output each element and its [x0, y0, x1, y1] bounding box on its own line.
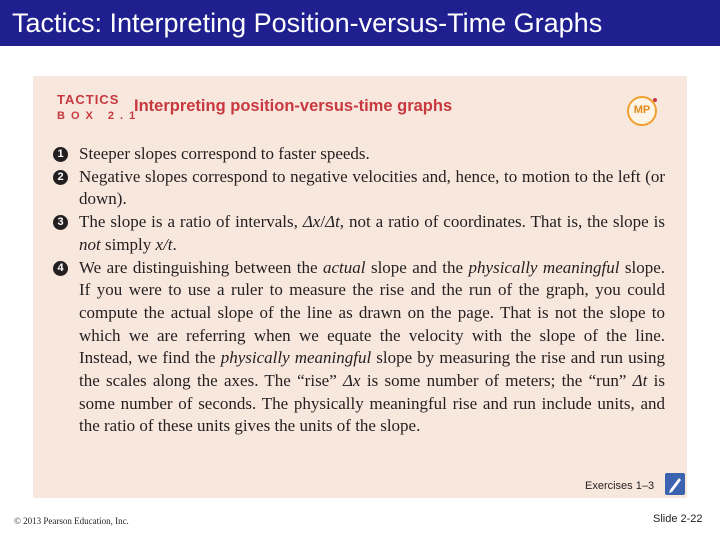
item-number-3: 3 [53, 215, 68, 230]
tactics-item-1 [53, 143, 665, 166]
tactics-box [33, 76, 687, 498]
item-4-text-f: is some number of seconds. The physically meaningful rise and run include units, and the ratio of these units gives the units of the slope. [79, 371, 665, 436]
item-4-delta-t: Δt [632, 371, 648, 391]
slide-title: Tactics: Interpreting Position-versus-Time Graphs [0, 0, 720, 46]
item-3-slash: / [320, 212, 326, 232]
item-number-2: 2 [53, 170, 68, 185]
item-4-actual: actual [323, 257, 366, 277]
tactics-label-top: TACTICS [57, 92, 120, 107]
slide-number: Slide 2-22 [653, 513, 703, 525]
item-number-1: 1 [53, 147, 68, 162]
tactics-label-bottom: BOX 2.1 [57, 110, 142, 122]
mp-badge-text: MP [633, 104, 651, 116]
item-3-delta-x: Δx [302, 212, 321, 232]
mp-badge-dot [653, 98, 657, 102]
tactics-list [53, 143, 665, 438]
item-3-text-b: , not a ratio of coordinates. That is, the slope is [339, 212, 665, 232]
item-3-text-a: The slope is a ratio of intervals, [79, 212, 303, 232]
tactics-box-heading: Interpreting position-versus-time graphs [134, 97, 453, 115]
item-3-text-d: . [172, 234, 177, 254]
item-4-text-e: is some number of meters; the “run” [360, 371, 633, 391]
item-1-text: Steeper slopes correspond to faster speeds. [79, 144, 370, 163]
item-3-not: not [79, 234, 101, 254]
item-3-text-c: simply [100, 234, 156, 254]
mastering-physics-badge [627, 96, 661, 130]
item-number-4: 4 [53, 261, 68, 276]
tactics-item-4 [53, 257, 665, 439]
tactics-label [57, 93, 141, 122]
item-4-delta-x: Δx [343, 371, 361, 391]
item-4-text-a: We are distinguishing between the [79, 257, 324, 277]
tactics-item-3 [53, 211, 665, 256]
item-4-physically-meaningful-2: physically meaningful [220, 348, 372, 368]
copyright-notice: © 2013 Pearson Education, Inc. [14, 516, 129, 526]
item-4-text-c: slope. If you were to use a ruler to measure the rise and the run of the graph, you could compute the actual slope of the line as drawn on the page. That is not the slope to which we are referring when we equate the velocity with the slope of the line. Instead, we find the [79, 257, 666, 368]
exercises-reference: Exercises 1–3 [585, 480, 655, 492]
item-3-delta-t: Δt [325, 212, 340, 232]
item-4-physically-meaningful-1: physically meaningful [468, 257, 620, 277]
tactics-item-2 [53, 166, 665, 211]
item-4-text-b: slope and the [365, 257, 469, 277]
pencil-icon [665, 473, 685, 495]
item-3-x-over-t: x/t [155, 234, 173, 254]
item-4-text-d: slope by measuring the rise and run using the scales along the axes. The “rise” [79, 348, 665, 391]
item-2-text: Negative slopes correspond to negative velocities and, hence, to motion to the left (or down). [79, 166, 665, 209]
